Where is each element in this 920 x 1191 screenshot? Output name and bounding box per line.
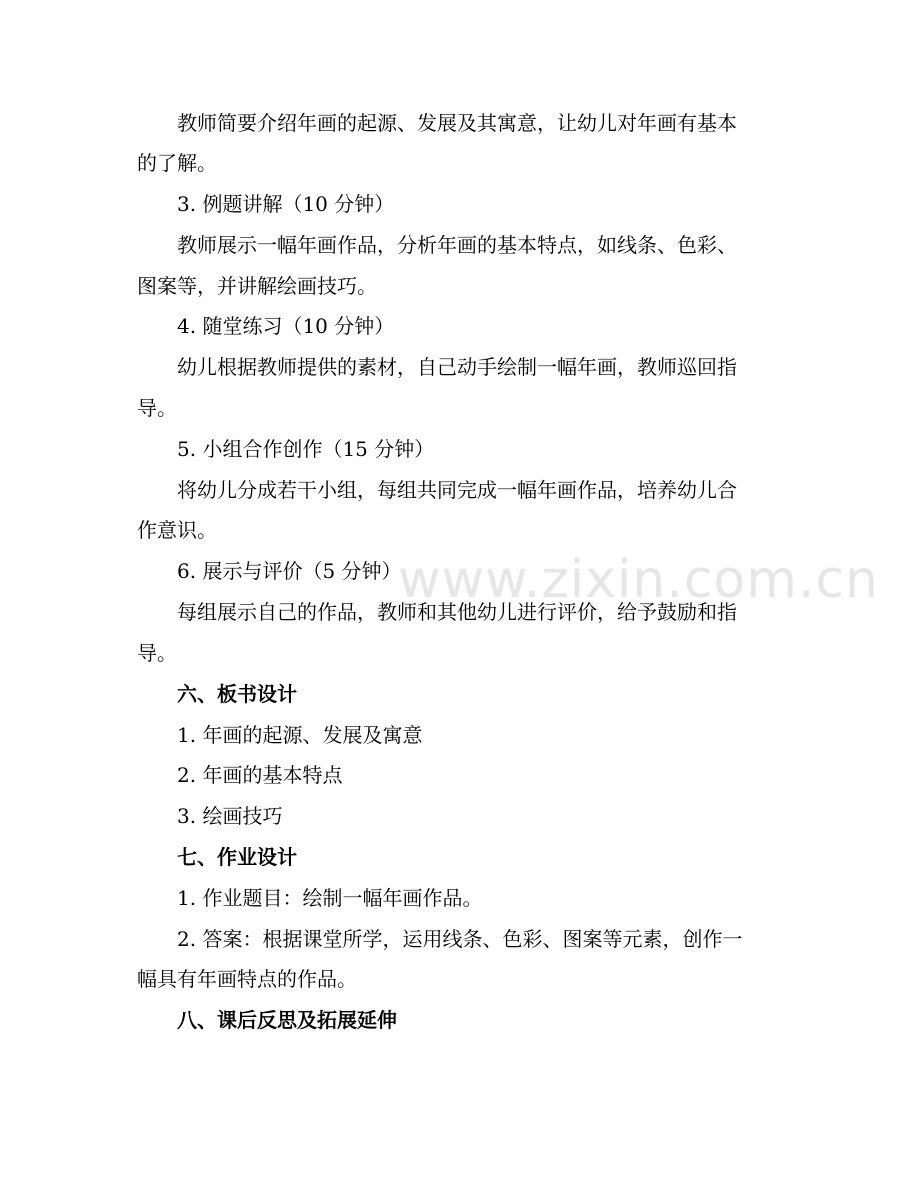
list-item: 3. 绘画技巧 [177,804,283,828]
paragraph-line: 图案等，并讲解绘画技巧。 [137,274,377,298]
paragraph-line: 作意识。 [137,518,217,542]
list-item: 6. 展示与评价（5 分钟） [177,559,402,583]
list-item: 1. 年画的起源、发展及寓意 [177,723,423,747]
paragraph-line: 的了解。 [137,151,217,175]
section-heading: 七、作业设计 [177,845,297,869]
list-item: 3. 例题讲解（10 分钟） [177,192,395,216]
list-item: 2. 年画的基本特点 [177,763,343,787]
paragraph-line: 教师简要介绍年画的起源、发展及其寓意，让幼儿对年画有基本 [177,111,737,135]
watermark: www.zixin.com.cn [398,550,879,610]
section-heading: 八、课后反思及拓展延伸 [177,1008,397,1032]
paragraph-line: 教师展示一幅年画作品，分析年画的基本特点，如线条、色彩、 [177,233,737,257]
paragraph-line: 每组展示自己的作品，教师和其他幼儿进行评价，给予鼓励和指 [177,600,737,624]
section-heading: 六、板书设计 [177,682,297,706]
paragraph-line: 将幼儿分成若干小组，每组共同完成一幅年画作品，培养幼儿合 [177,478,737,502]
list-item: 5. 小组合作创作（15 分钟） [177,437,435,461]
paragraph-line: 导。 [137,641,177,665]
paragraph-line: 幅具有年画特点的作品。 [137,967,357,991]
list-item: 1. 作业题目：绘制一幅年画作品。 [177,886,483,910]
list-item: 2. 答案：根据课堂所学，运用线条、色彩、图案等元素，创作一 [177,927,743,951]
paragraph-line: 幼儿根据教师提供的素材，自己动手绘制一幅年画，教师巡回指 [177,355,737,379]
list-item: 4. 随堂练习（10 分钟） [177,314,395,338]
paragraph-line: 导。 [137,396,177,420]
